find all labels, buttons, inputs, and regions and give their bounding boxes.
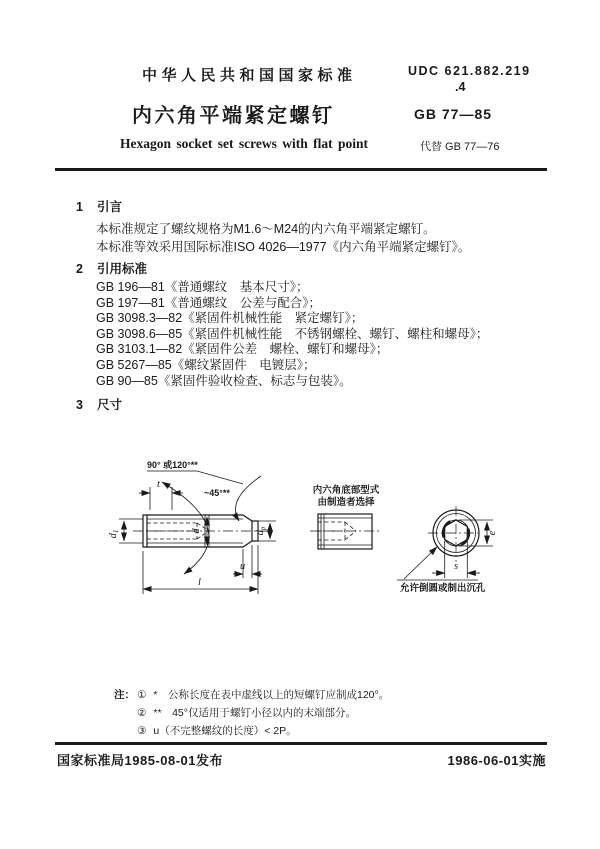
paragraph: 本标准规定了螺纹规格为M1.6～M24的内六角平端紧定螺钉。 bbox=[96, 222, 436, 236]
section-title: 引用标准 bbox=[96, 262, 147, 276]
section-number: 2 bbox=[76, 262, 83, 276]
reference-item: GB 197—81《普通螺纹 公差与配合》； bbox=[96, 295, 322, 310]
reference-item: GB 90—85《紧固件验收检查、标志与包装》。 bbox=[96, 373, 352, 388]
dim-e-label: e bbox=[487, 530, 498, 536]
dim-s-label: s bbox=[453, 561, 459, 572]
notes-prefix: 注： bbox=[114, 689, 135, 701]
note-item bbox=[137, 687, 389, 702]
paragraph: 本标准等效采用国际标准ISO 4026—1977《内六角平端紧定螺钉》。 bbox=[96, 240, 471, 254]
reference-item: GB 5267—85《螺纹紧固件 电镀层》； bbox=[96, 357, 316, 372]
chamfer-angle-label: ~45°** bbox=[204, 488, 230, 498]
note-text: ** 45°仅适用于螺钉小径以内的末端部分。 bbox=[153, 707, 356, 719]
section-1-heading bbox=[76, 197, 122, 215]
socket-bottom-option-view bbox=[310, 484, 382, 549]
dim-dp-label: dp bbox=[255, 526, 267, 536]
dim-u-label: u bbox=[240, 561, 246, 572]
header-divider bbox=[55, 168, 547, 171]
note-item bbox=[137, 723, 297, 738]
national-standard-heading: 中华人民共和国国家标准 bbox=[142, 67, 357, 84]
reference-item: GB 3103.1—82《紧固件公差 螺栓、螺钉和螺母》； bbox=[96, 342, 389, 357]
dim-t-label: t bbox=[157, 479, 160, 490]
note-text: u（不完整螺纹的长度）< 2P。 bbox=[153, 725, 297, 737]
dim-l-label: l bbox=[198, 577, 201, 588]
dim-d1-label: d1 bbox=[108, 529, 120, 539]
replaces-note: 代替 GB 77—76 bbox=[420, 141, 500, 153]
page-title: 内六角平端紧定螺钉 bbox=[132, 105, 335, 127]
section-3-heading bbox=[76, 395, 122, 413]
technical-drawing bbox=[0, 440, 600, 625]
note-marker: ② bbox=[137, 707, 147, 719]
standard-number: GB 77—85 bbox=[414, 106, 493, 122]
footer-divider bbox=[55, 742, 547, 745]
reference-item: GB 196—81《普通螺纹 基本尺寸》； bbox=[96, 280, 309, 294]
note-text: * 公称长度在表中虚线以上的短螺钉应制成120°。 bbox=[153, 689, 390, 701]
section-number: 1 bbox=[76, 200, 83, 214]
set-screw-side-view bbox=[108, 459, 276, 594]
udc-number-suffix: .4 bbox=[455, 80, 466, 94]
socket-option-note-line1: 内六角底部型式 bbox=[312, 485, 380, 496]
section-title: 引言 bbox=[96, 200, 122, 214]
implementation-date: 1986-06-01实施 bbox=[447, 753, 546, 768]
page-title-english: Hexagon socket set screws with flat point bbox=[120, 136, 368, 151]
note-marker: ① bbox=[137, 689, 147, 701]
note-marker: ③ bbox=[137, 725, 147, 737]
reference-item: GB 3098.6—85《紧固件机械性能 不锈钢螺栓、螺钉、螺柱和螺母》； bbox=[96, 326, 489, 341]
section-title: 尺寸 bbox=[96, 398, 122, 412]
udc-number: UDC 621.882.219 bbox=[408, 64, 531, 78]
section-number: 3 bbox=[76, 398, 83, 412]
section-2-heading bbox=[76, 259, 147, 277]
set-screw-end-view bbox=[397, 506, 498, 594]
reference-item: GB 3098.3—82《紧固件机械性能 紧定螺钉》； bbox=[96, 311, 364, 326]
cone-angle-label: 90° 或120°** bbox=[147, 460, 198, 470]
note-item bbox=[137, 705, 356, 720]
issue-date: 国家标准局1985-08-01发布 bbox=[57, 753, 223, 768]
dim-d-label: d bbox=[191, 528, 202, 534]
counterbore-note: 允许倒圆或制出沉孔 bbox=[400, 583, 486, 594]
reference-list bbox=[96, 280, 488, 389]
socket-option-note-line2: 由制造者选择 bbox=[317, 497, 375, 508]
